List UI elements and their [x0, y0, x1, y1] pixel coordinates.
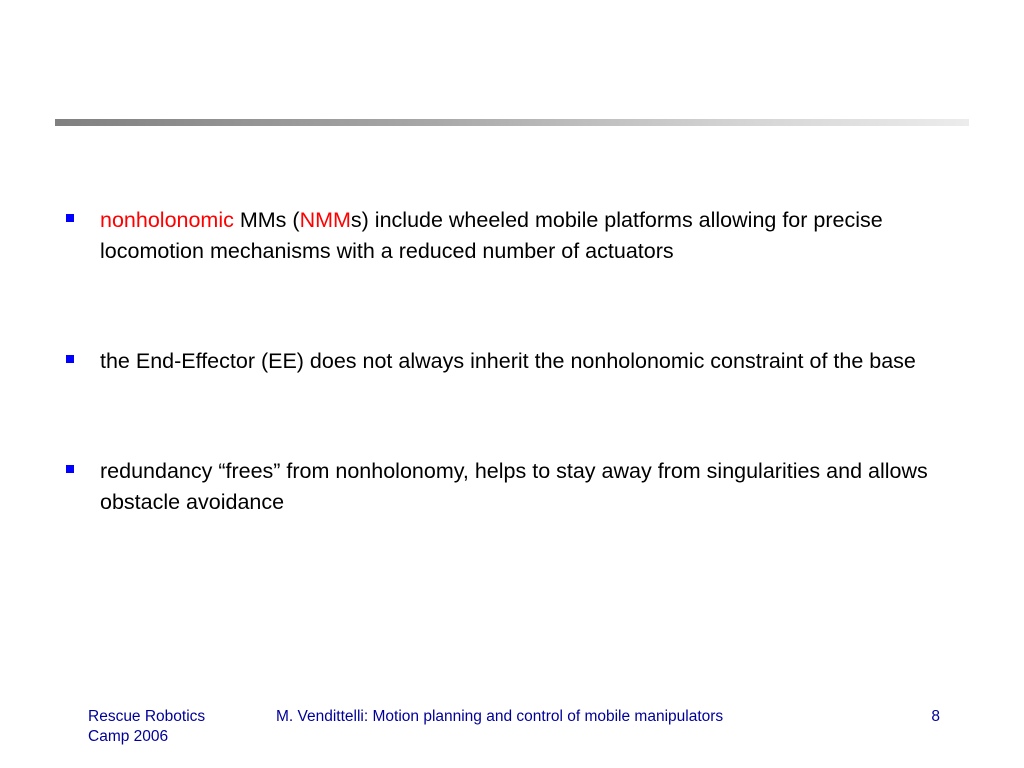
bullet-item-end-effector	[64, 346, 969, 377]
footer-title: M. Vendittelli: Motion planning and control of mobile manipulators	[276, 708, 724, 725]
footer-event-line1: Rescue Robotics	[88, 708, 206, 725]
term-nonholonomic: nonholonomic	[100, 208, 234, 232]
footer-event-line2: Camp 2006	[88, 728, 169, 745]
bullet-item-redundancy	[64, 456, 969, 518]
bullet-text: the End-Effector (EE) does not always inherit the nonholonomic constraint of the base	[100, 349, 916, 373]
bullet-list	[64, 205, 969, 518]
page-number: 8	[931, 708, 940, 725]
acronym-nmm: NMM	[299, 208, 351, 232]
square-bullet-icon	[66, 465, 74, 473]
square-bullet-icon	[66, 214, 74, 222]
bullet-text-part: MMs (	[233, 208, 300, 232]
footer-event	[88, 707, 238, 747]
square-bullet-icon	[66, 355, 74, 363]
title-divider	[55, 119, 969, 126]
bullet-text-part: s) include wheeled mobile platforms allowing for precise locomotion mechanisms with a reduced number of actuators	[100, 208, 883, 263]
bullet-item-nmm	[64, 205, 969, 267]
bullet-text: redundancy “frees” from nonholonomy, helps to stay away from singularities and allows obstacle avoidance	[100, 459, 928, 514]
